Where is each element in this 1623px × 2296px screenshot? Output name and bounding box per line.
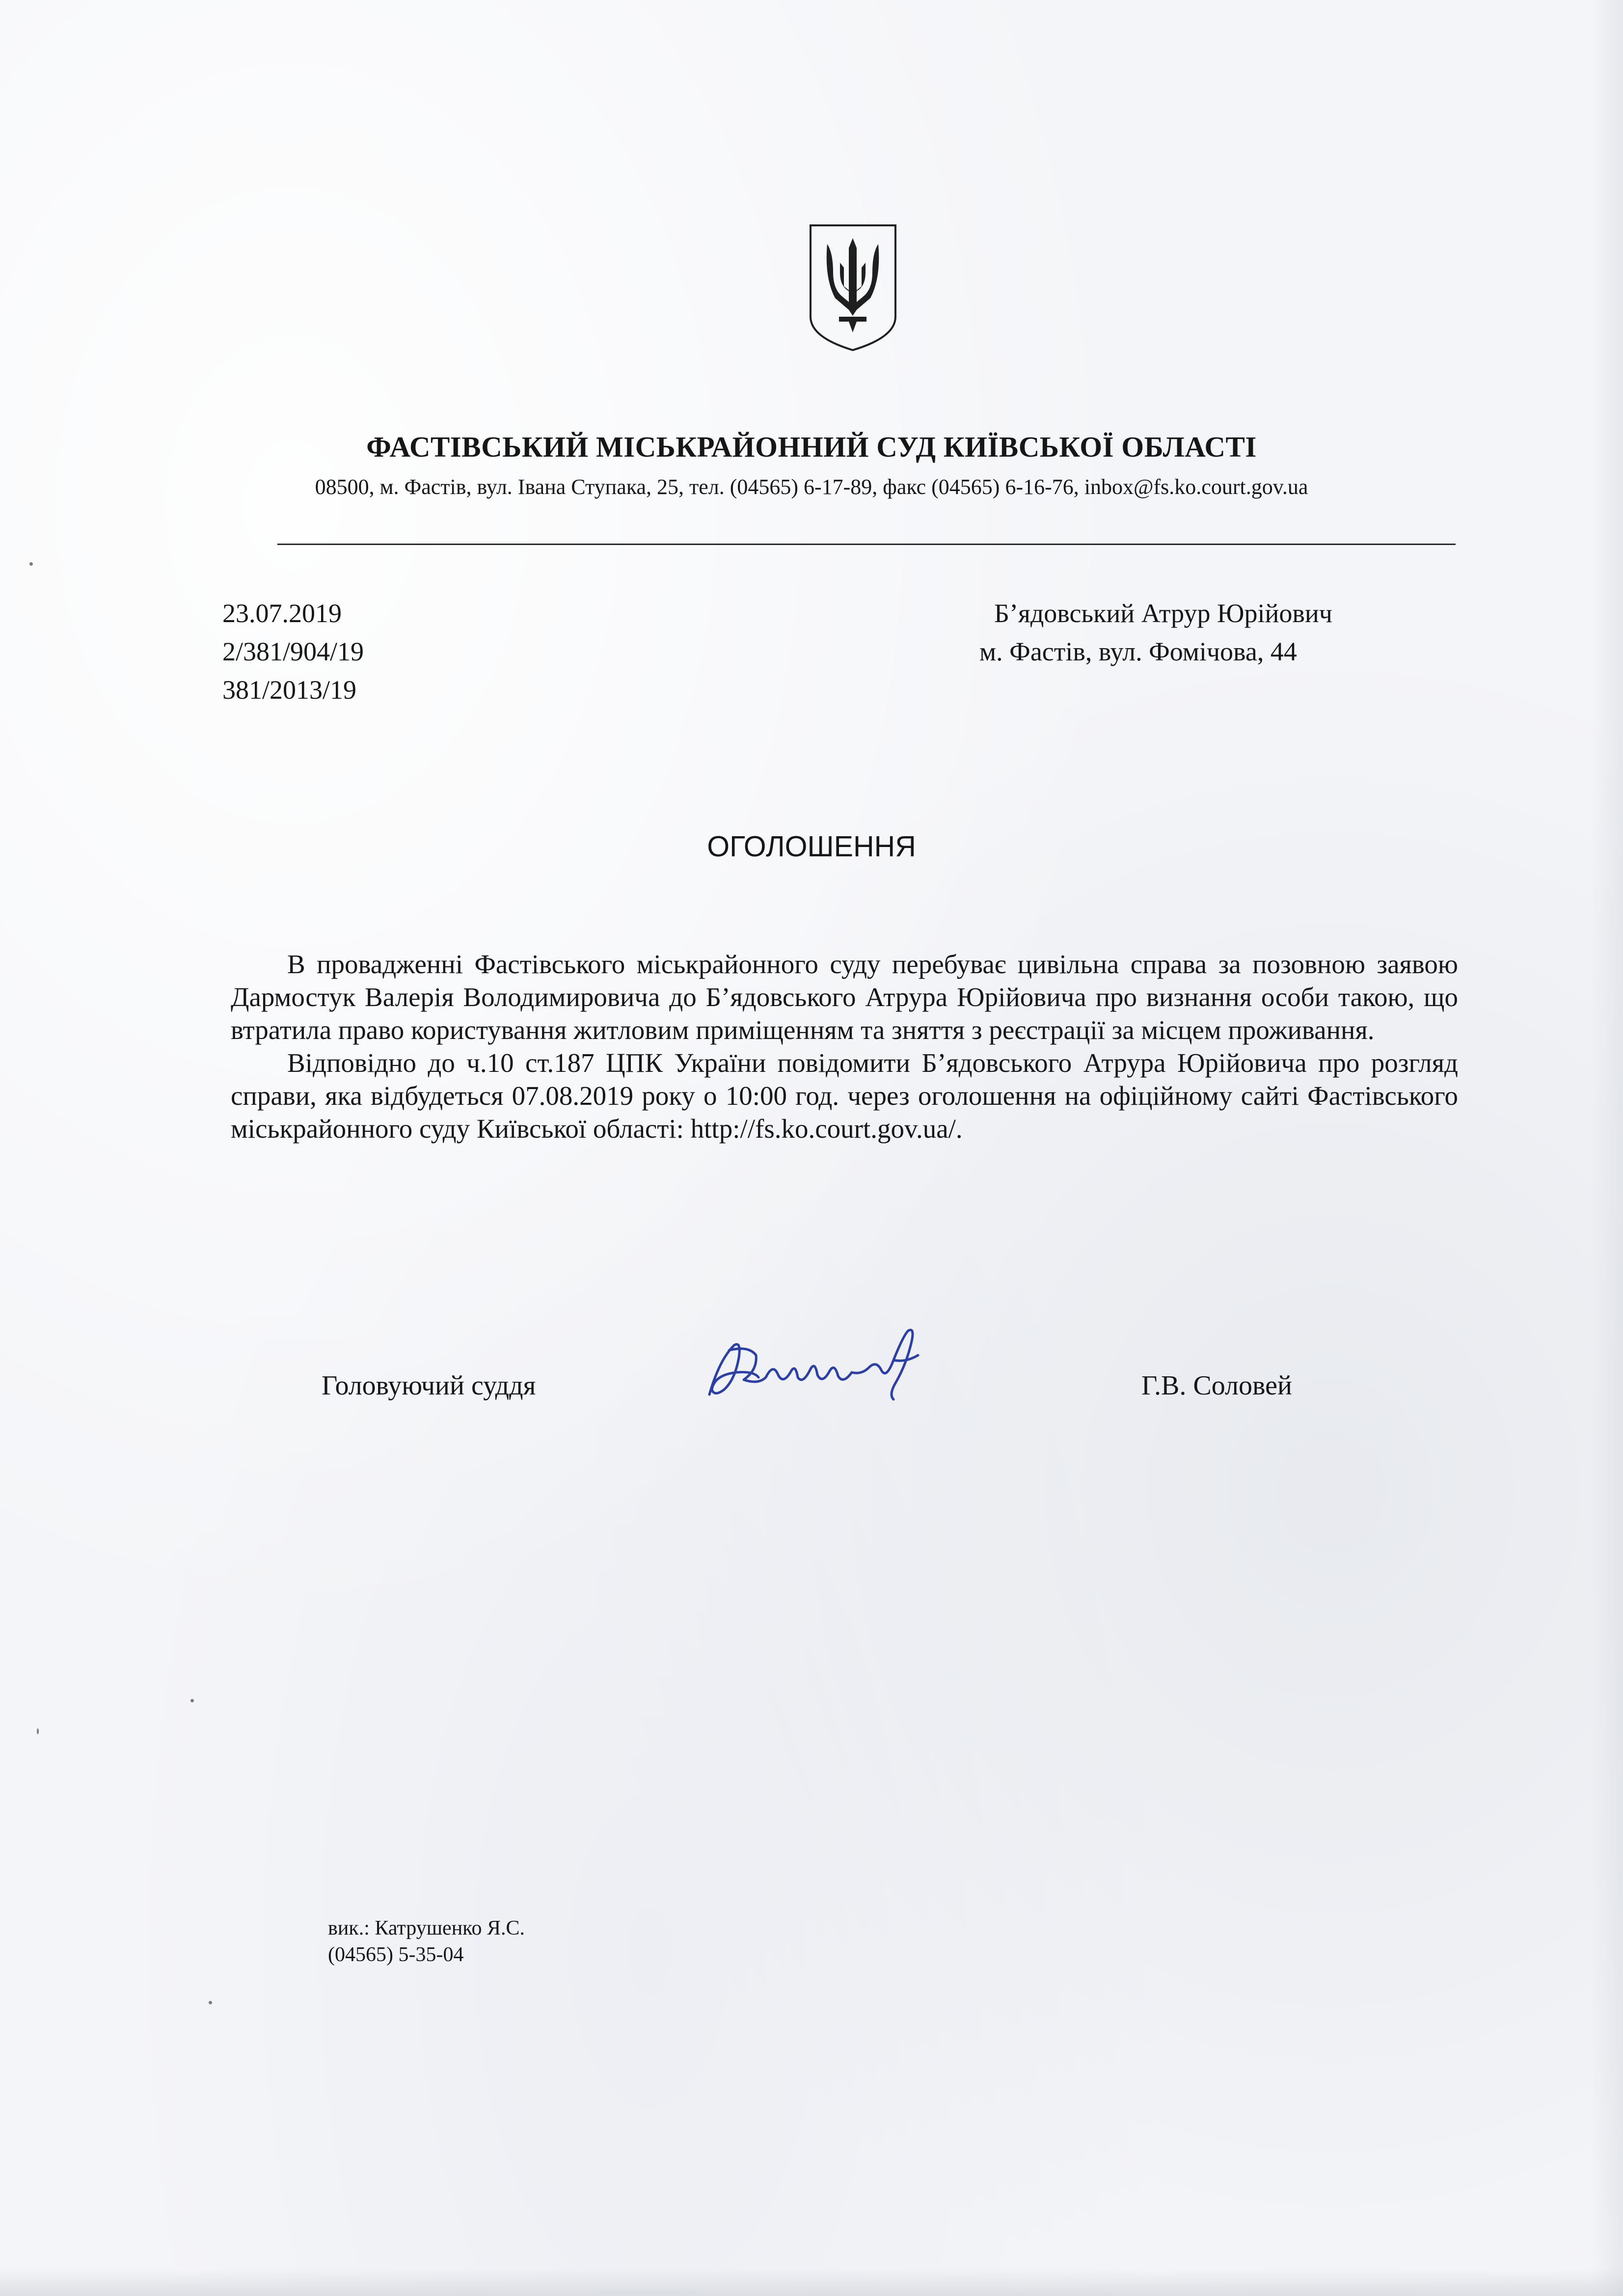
recipient-block [979,594,1332,671]
paper-edge-shadow [1591,0,1623,2296]
court-address: 08500, м. Фастів, вул. Івана Ступака, 25, тел. (04565) 6-17-89, факс (04565) 6-16-76, inbox@fs.ko.court.gov.ua [315,475,1308,499]
judge-title: Головуючий суддя [322,1370,536,1401]
scan-speck [190,1699,194,1702]
case-number: 381/2013/19 [222,675,357,705]
document-meta [222,594,364,709]
scan-speck [209,2001,212,2004]
court-name: ФАСТІВСЬКИЙ МІСЬКРАЙОННИЙ СУД КИЇВСЬКОЇ ОБЛАСТІ [366,431,1257,463]
document-date: 23.07.2019 [222,599,342,628]
recipient-name: Б’ядовський Атрур Юрійович [994,599,1332,628]
document-heading: ОГОЛОШЕННЯ [707,830,916,863]
handwritten-signature [700,1316,930,1414]
announcement-body [231,948,1458,1145]
body-paragraph: Відповідно до ч.10 ст.187 ЦПК України повідомити Б’ядовського Атрура Юрійовича про розгляд справи, яка відбудеться 07.08.2019 року о 10:00 год. через оголошення на офіційному сайті Фастівського міськрайонного суду Київської області: http://fs.ko.court.gov.ua/. [231,1048,1458,1144]
recipient-address: м. Фастів, вул. Фомічова, 44 [979,637,1297,666]
scan-speck [29,562,33,566]
executor-name: вик.: Катрушенко Я.С. [328,1917,525,1940]
trident-coat-of-arms-icon [808,223,898,352]
judge-name: Г.В. Соловей [1141,1370,1292,1401]
body-paragraph: В провадженні Фастівського міськрайонного суду перебуває цивільна справа за позовною заявою Дармостук Валерія Володимировича до Б’ядовського Атрура Юрійовича про визнання особи такою, що втратила право користування житловим приміщенням та зняття з реєстрації за місцем проживання. [231,949,1458,1045]
scan-speck [37,1728,39,1734]
header-divider [277,544,1456,545]
executor-phone: (04565) 5-35-04 [328,1943,464,1966]
reference-number: 2/381/904/19 [222,637,364,666]
paper-bottom-shadow [0,2269,1623,2296]
executor-info [328,1915,525,1968]
